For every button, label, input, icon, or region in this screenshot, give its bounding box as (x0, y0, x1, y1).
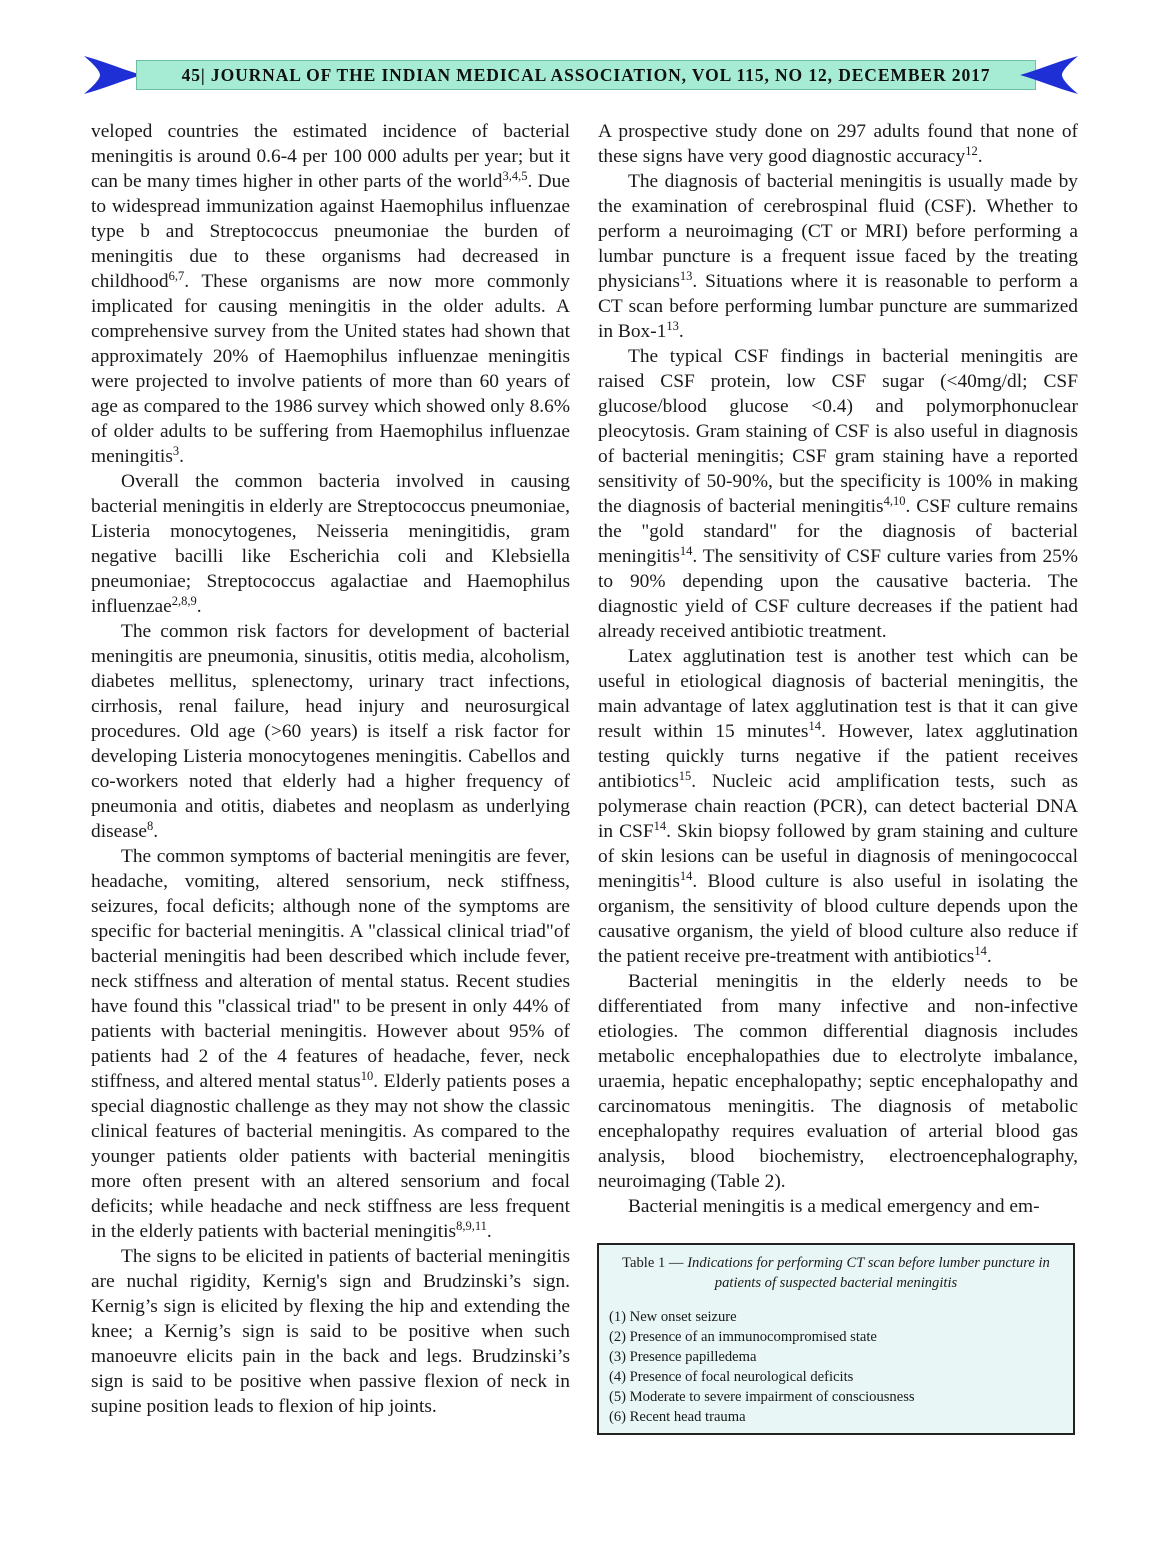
paragraph: Latex agglutination test is another test which can be useful in etiological diagnosis of bacterial meningitis, the main advantage of latex agglutination test is that it can give result within 15 minutes$^{14}$. However, latex agglutination testing quickly turns negative if the patient receives antibiotics$^{15}$. Nucleic acid amplification tests, such as polymerase chain reaction (PCR), can detect bacterial DNA in CSF$^{14}$. Skin biopsy followed by gram staining and culture of skin lesions can be useful in diagnosis of meningococcal meningitis$^{14}$. Blood culture is also useful in isolating the organism, the sensitivity of blood culture depends upon the causative organism, the yield of blood culture also reduce if the patient receive pre-treatment with antibiotics$^{14}$. (598, 646, 1078, 967)
list-item: (2) Presence of an immunocompromised state (609, 1329, 877, 1345)
list-item: (4) Presence of focal neurological deficits (609, 1369, 854, 1385)
list-item: (5) Moderate to severe impairment of consciousness (609, 1389, 915, 1405)
arrow-right-icon (1018, 50, 1078, 100)
list-item: (6) Recent head trauma (609, 1409, 746, 1425)
table-1-list (609, 1307, 1063, 1427)
table-1-caption: Table 1 — Indications for performing CT scan before lumber puncture in patients of suspected bacterial meningitis (622, 1255, 1050, 1291)
paragraph: The diagnosis of bacterial meningitis is usually made by the examination of cerebrospinal fluid (CSF). Whether to perform a neuroimaging (CT or MRI) before performing a lumbar puncture is a frequent issue faced by the treating physicians$^{13}$. Situations where it is reasonable to perform a CT scan before performing lumbar puncture are summarized in Box-$1^{13}$. (598, 171, 1078, 342)
right-column (598, 119, 1078, 1219)
header-band (136, 60, 1036, 90)
journal-header-text: 45| JOURNAL OF THE INDIAN MEDICAL ASSOCIATION, VOL 115, NO 12, DECEMBER 2017 (181, 64, 991, 85)
list-item: (3) Presence papilledema (609, 1349, 757, 1365)
paragraph: The typical CSF findings in bacterial meningitis are raised CSF protein, low CSF sugar (<40mg/dl; CSF glucose/blood glucose <0.4) and polymorphonuclear pleocytosis. Gram staining of CSF is also useful in diagnosis of bacterial meningitis; CSF gram staining have a reported sensitivity of 50-90%, but the specificity is 100% in making the diagnosis of bacterial meningitis$^{4,10}$. CSF culture remains the "gold standard" for the diagnosis of bacterial meningitis$^{14}$. The sensitivity of CSF culture varies from 25% to 90% depending upon the causative bacteria. The diagnostic yield of CSF culture decreases if the patient had already received antibiotic treatment. (598, 346, 1078, 642)
table-1-box (597, 1243, 1075, 1435)
paragraph: A prospective study done on 297 adults found that none of these signs have very good diagnostic accuracy$^{12}$. (598, 121, 1078, 167)
paragraph: Overall the common bacteria involved in causing bacterial meningitis in elderly are Streptococcus pneumoniae, Listeria monocytogenes, Neisseria meningitidis, gram negative bacilli like Escherichia coli and Klebsiella pneumoniae; Streptococcus agalactiae and Haemophilus influenzae$^{2,8,9}$. (91, 471, 570, 617)
left-column (91, 119, 570, 1419)
paragraph: Bacterial meningitis in the elderly needs to be differentiated from many infective and non-infective etiologies. The common differential diagnosis includes metabolic encephalopathies due to electrolyte imbalance, uraemia, hepatic encephalopathy; septic encephalopathy and carcinomatous meningitis. The diagnosis of metabolic encephalopathy requires evaluation of arterial blood gas analysis, blood biochemistry, electroencephalography, neuroimaging (Table 2). (598, 971, 1078, 1192)
page-header (84, 50, 1078, 100)
paragraph: The common symptoms of bacterial meningitis are fever, headache, vomiting, altered sensorium, neck stiffness, seizures, focal deficits; although none of the symptoms are specific for bacterial meningitis. A "classical clinical triad"of bacterial meningitis had been described which include fever, neck stiffness and alteration of mental status. Recent studies have found this "classical triad" to be present in only 44% of patients with bacterial meningitis. However about 95% of patients had 2 of the 4 features of headache, fever, neck stiffness, and altered mental status$^{10}$. Elderly patients poses a special diagnostic challenge as they may not show the classic clinical features of bacterial meningitis. As compared to the younger patients older patients with bacterial meningitis more often present with an altered sensorium and focal deficits; while headache and neck stiffness are less frequent in the elderly patients with bacterial meningitis$^{8,9,11}$. (91, 846, 570, 1242)
arrow-left-icon (84, 50, 144, 100)
list-item: (1) New onset seizure (609, 1309, 737, 1325)
paragraph: The signs to be elicited in patients of bacterial meningitis are nuchal rigidity, Kernig's sign and Brudzinski’s sign. Kernig’s sign is elicited by flexing the hip and extending the knee; a Kernig’s sign is said to be positive when such manoeuvre elicits pain in the back and legs. Brudzinski’s sign is said to be positive when passive flexion of neck in supine position leads to flexion of hip joints. (91, 1246, 570, 1417)
paragraph: The common risk factors for development of bacterial meningitis are pneumonia, sinusitis, otitis media, alcoholism, diabetes mellitus, splenectomy, urinary tract infections, cirrhosis, renal failure, head injury and neurosurgical procedures. Old age (>60 years) is itself a risk factor for developing Listeria monocytogenes meningitis. Cabellos and co-workers noted that elderly had a higher frequency of pneumonia and otitis, diabetes and neoplasm as underlying disease$^8$. (91, 621, 570, 842)
paragraph: Bacterial meningitis is a medical emergency and em- (628, 1196, 1040, 1217)
paragraph: veloped countries the estimated incidence of bacterial meningitis is around 0.6-4 per 100 000 adults per year; but it can be many times higher in other parts of the world$^{3,4,5}$. Due to widespread immunization against Haemophilus influenzae type b and Streptococcus pneumoniae the burden of meningitis due to these organisms had decreased in childhood$^{6,7}$. These organisms are now more commonly implicated for causing meningitis in the older adults. A comprehensive survey from the United states had shown that approximately 20% of Haemophilus influenzae meningitis were projected to involve patients of more than 60 years of age as compared to the 1986 survey which showed only 8.6% of older adults to be suffering from Haemophilus influenzae meningitis$^3$. (91, 121, 570, 467)
